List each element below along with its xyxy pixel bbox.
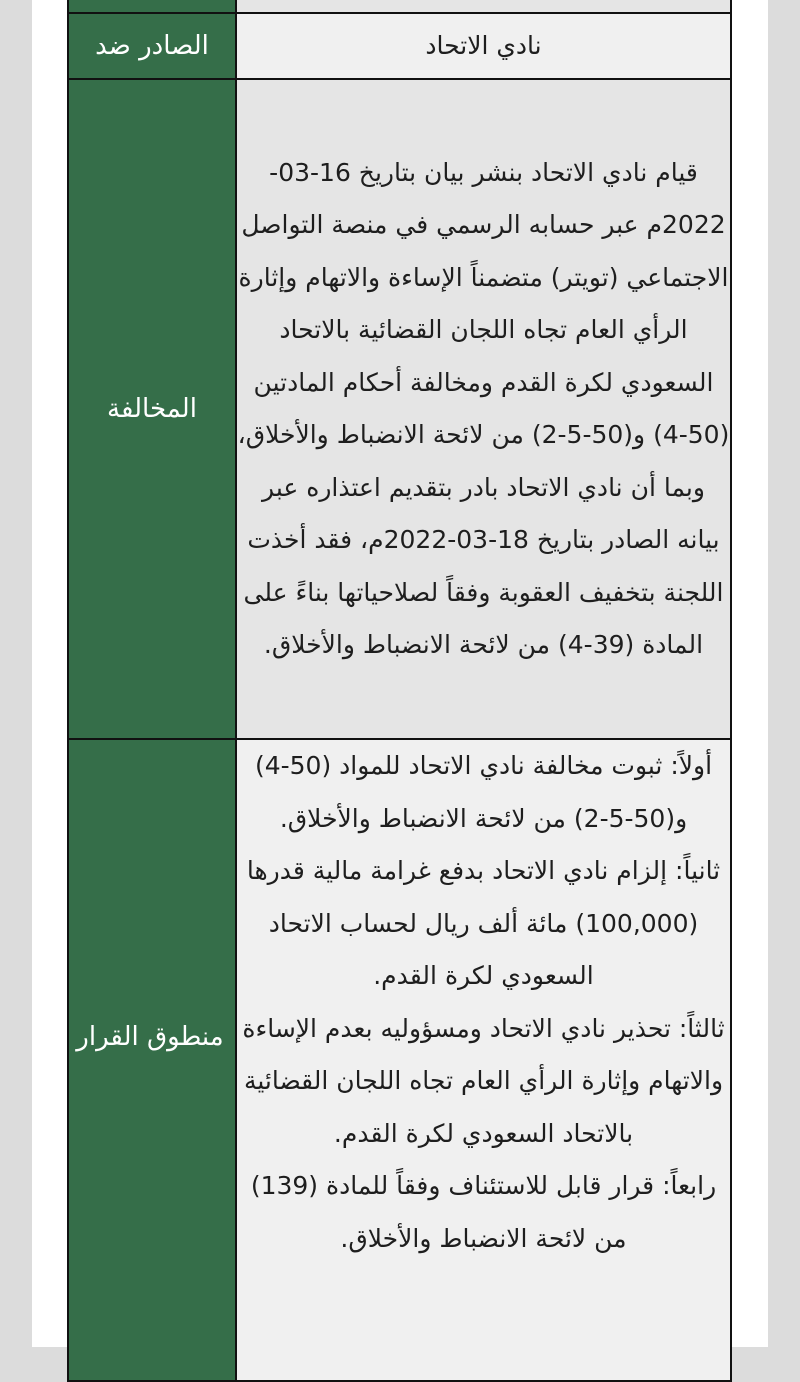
- decision-label-text: منطوق القرار: [76, 1022, 224, 1052]
- table-row-partial: [68, 0, 731, 13]
- violation-label-text: المخالفة: [107, 394, 197, 424]
- table-row-decision: [68, 739, 731, 1381]
- issued-against-label: الصادر ضد: [68, 13, 236, 79]
- table-row-issued-against: [68, 13, 731, 79]
- document-page: [32, 0, 768, 1347]
- violation-value: قيام نادي الاتحاد بنشر بيان بتاريخ 16-03-2022م عبر حسابه الرسمي في منصة التواصل الاجتماعي (تويتر) متضمناً الإساءة والاتهام وإثارة الرأي العام تجاه اللجان القضائية بالاتحاد السعودي لكرة القدم ومخالفة أحكام المادتين (50-4) و(50-5-2) من لائحة الانضباط والأخلاق، وبما أن نادي الاتحاد بادر بتقديم اعتذاره عبر بيانه الصادر بتاريخ 18-03-2022م، فقد أخذت اللجنة بتخفيف العقوبة وفقاً لصلاحياتها بناءً على المادة (39-4) من لائحة الانضباط والأخلاق.: [236, 79, 731, 739]
- decision-item-1: أولاً: ثبوت مخالفة نادي الاتحاد للمواد (50-4) و(50-5-2) من لائحة الانضباط والأخلاق.: [254, 751, 713, 833]
- table-cell-value: [236, 0, 731, 13]
- violation-label: [68, 79, 236, 739]
- table-cell-label: [68, 0, 236, 13]
- decision-value: [236, 739, 731, 1381]
- decision-item-3: ثالثاً: تحذير نادي الاتحاد ومسؤوليه بعدم الإساءة والاتهام وإثارة الرأي العام تجاه اللجان القضائية بالاتحاد السعودي لكرة القدم.: [242, 1013, 725, 1148]
- decision-table: [67, 0, 732, 1382]
- table-row-violation: [68, 79, 731, 739]
- issued-against-value: نادي الاتحاد: [236, 13, 731, 79]
- decision-item-4: رابعاً: قرار قابل للاستئناف وفقاً للمادة (139) من لائحة الانضباط والأخلاق.: [250, 1171, 717, 1253]
- decision-label: [68, 739, 236, 1381]
- decision-item-2: ثانياً: إلزام نادي الاتحاد بدفع غرامة مالية قدرها (100,000) مائة ألف ريال لحساب الاتحاد السعودي لكرة القدم.: [246, 856, 721, 990]
